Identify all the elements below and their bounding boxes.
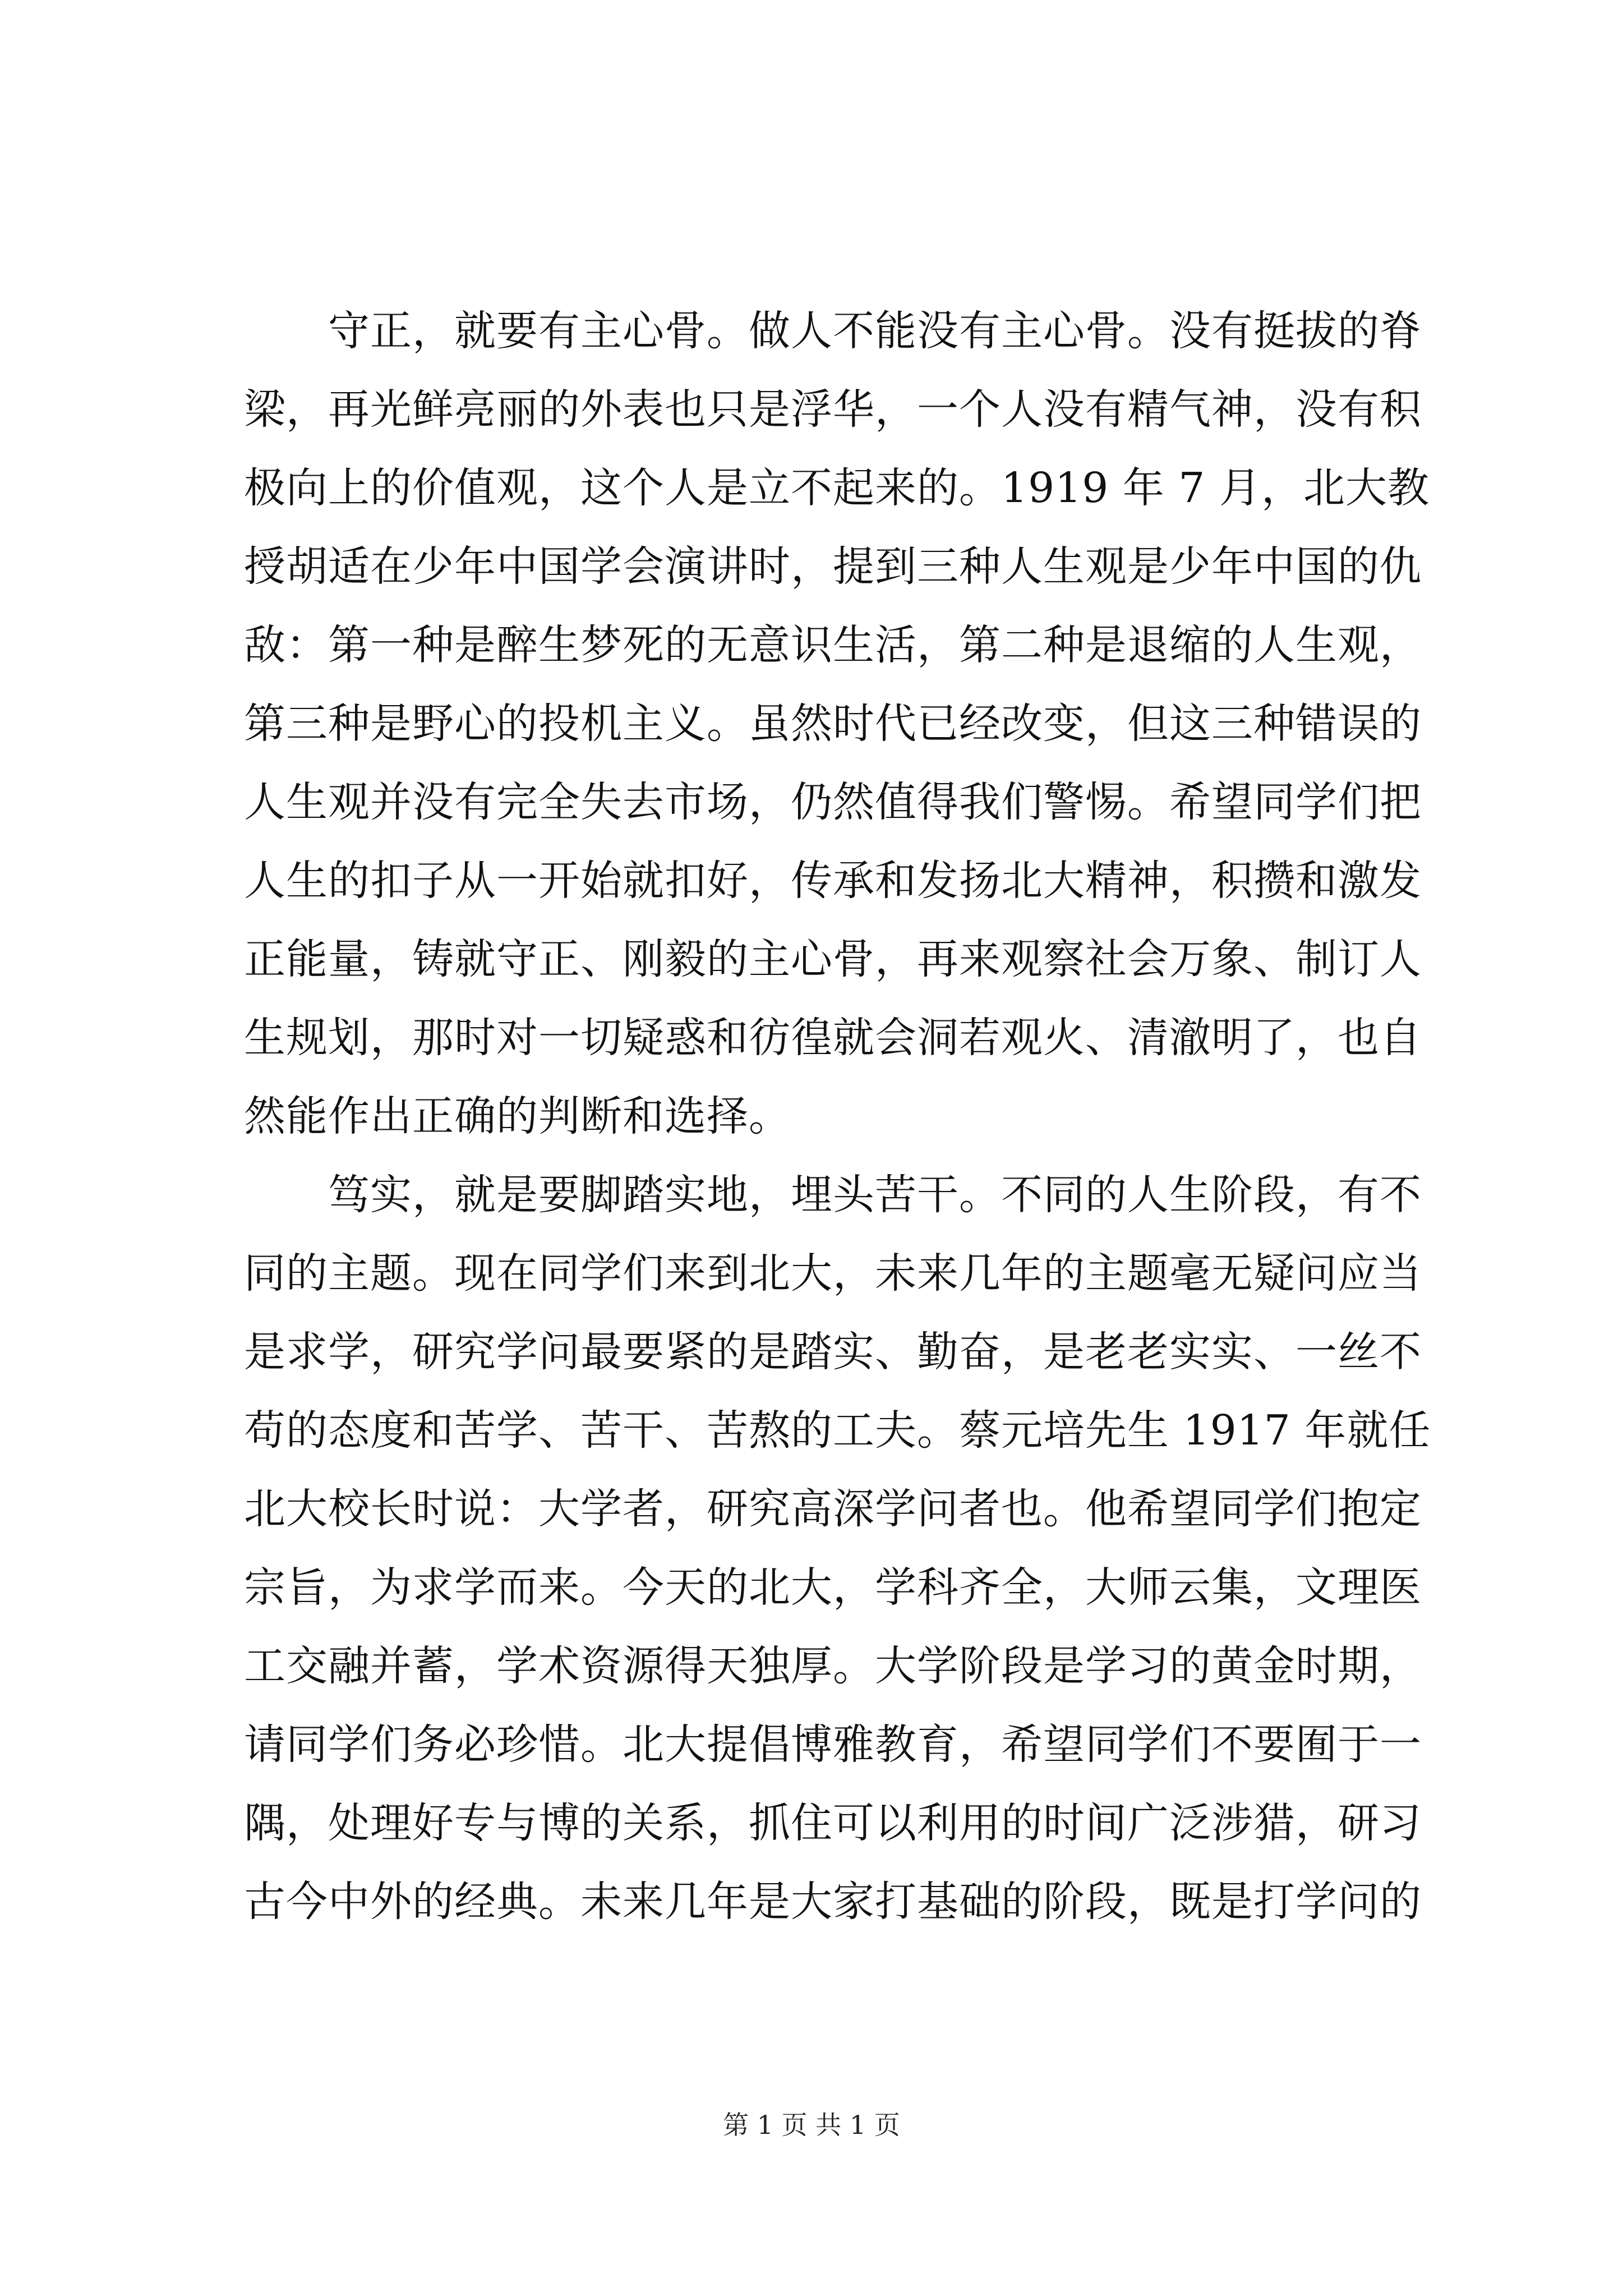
page-footer <box>0 2108 1623 2142</box>
text-line: 人生观并没有完全失去市场，仍然值得我们警惕。希望同学们把 <box>244 778 1422 826</box>
text-line: 守正，就要有主心骨。做人不能没有主心骨。没有挺拔的脊 <box>244 307 1422 355</box>
text-line: 生规划，那时对一切疑惑和彷徨就会洞若观火、清澈明了，也自 <box>244 1014 1422 1062</box>
text-line: 苟的态度和苦学、苦干、苦熬的工夫。蔡元培先生 1917 年就任 <box>244 1406 1431 1455</box>
text-line: 宗旨，为求学而来。今天的北大，学科齐全，大师云集，文理医 <box>244 1563 1422 1612</box>
text-line: 请同学们务必珍惜。北大提倡博雅教育，希望同学们不要囿于一 <box>244 1720 1422 1769</box>
body-text <box>244 292 1431 1941</box>
text-line: 第三种是野心的投机主义。虽然时代已经改变，但这三种错误的 <box>244 700 1422 748</box>
text-line: 是求学，研究学问最要紧的是踏实、勤奋，是老老实实、一丝不 <box>244 1328 1422 1376</box>
text-line: 北大校长时说：大学者，研究高深学问者也。他希望同学们抱定 <box>244 1485 1422 1533</box>
text-line: 人生的扣子从一开始就扣好，传承和发扬北大精神，积攒和激发 <box>244 857 1422 905</box>
text-line: 授胡适在少年中国学会演讲时，提到三种人生观是少年中国的仇 <box>244 542 1422 591</box>
text-line: 极向上的价值观，这个人是立不起来的。1919 年 7 月，北大教 <box>244 464 1430 512</box>
text-line: 工交融并蓄，学术资源得天独厚。大学阶段是学习的黄金时期， <box>244 1642 1422 1690</box>
text-line: 隅，处理好专与博的关系，抓住可以利用的时间广泛涉猎，研习 <box>244 1799 1422 1847</box>
text-line: 梁，再光鲜亮丽的外表也只是浮华，一个人没有精气神，没有积 <box>244 385 1422 434</box>
text-line: 同的主题。现在同学们来到北大，未来几年的主题毫无疑问应当 <box>244 1249 1422 1297</box>
page-number: 第 1 页 共 1 页 <box>723 2110 900 2140</box>
text-line: 古今中外的经典。未来几年是大家打基础的阶段，既是打学问的 <box>244 1878 1422 1926</box>
text-line: 正能量，铸就守正、刚毅的主心骨，再来观察社会万象、制订人 <box>244 935 1422 983</box>
text-line: 敌：第一种是醉生梦死的无意识生活，第二种是退缩的人生观， <box>244 621 1422 669</box>
text-line: 然能作出正确的判断和选择。 <box>244 1092 791 1140</box>
text-line: 笃实，就是要脚踏实地，埋头苦干。不同的人生阶段，有不 <box>244 1171 1422 1219</box>
